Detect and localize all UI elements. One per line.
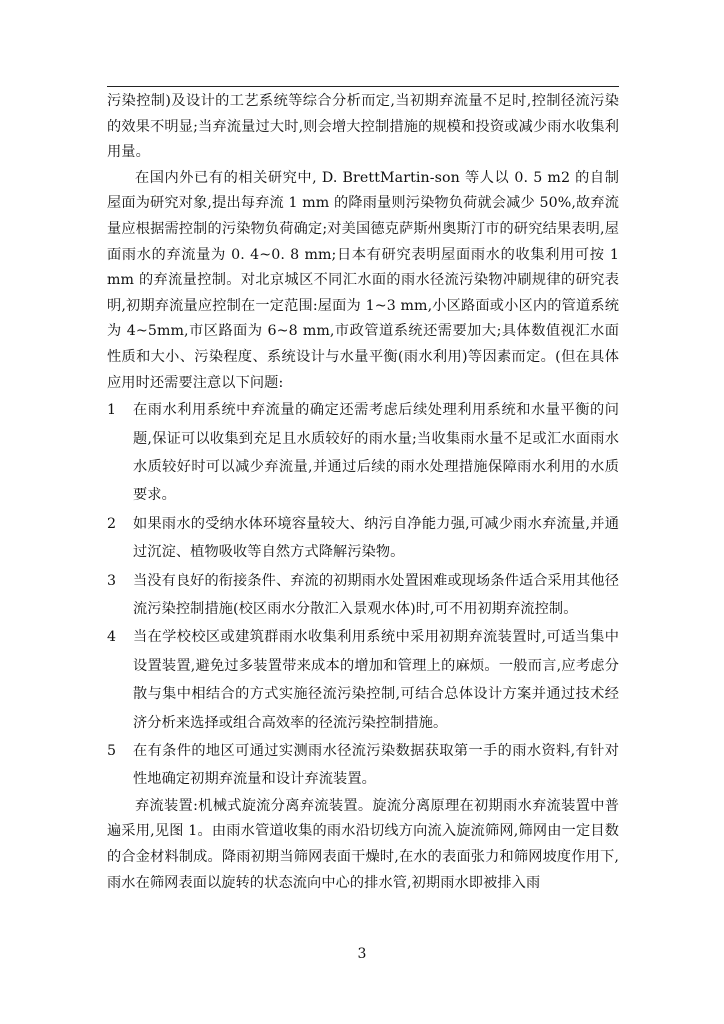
issue-list: [107, 396, 619, 794]
list-item: [107, 510, 619, 567]
list-text: 在有条件的地区可通过实测雨水径流污染数据获取第一手的雨水资料,有针对性地确定初期弃流量和设计弃流装置。: [133, 743, 619, 788]
paragraph-device: 弃流装置:机械式旋流分离弃流装置。旋流分离原理在初期雨水弃流装置中普遍采用,见图 1。由雨水管道收集的雨水沿切线方向流入旋流筛网,筛网由一定目数的合金材料制成。降雨初期当筛网表面干燥时,在水的表面张力和筛网坡度作用下,雨水在筛网表面以旋转的状态流向中心的排水管,初期雨水即被排入雨: [107, 797, 619, 891]
list-number: 5: [107, 743, 117, 759]
list-item: [107, 737, 619, 794]
list-text: 当没有良好的衔接条件、弃流的初期雨水处置困难或现场条件适合采用其他径流污染控制措施(校区雨水分散汇入景观水体)时,可不用初期弃流控制。: [133, 572, 619, 617]
list-text: 当在学校校区或建筑群雨水收集利用系统中采用初期弃流装置时,可适当集中设置装置,避免过多装置带来成本的增加和管理上的麻烦。一般而言,应考虑分散与集中相结合的方式实施径流污染控制,可结合总体设计方案并通过技术经济分析来选择或组合高效率的径流污染控制措施。: [133, 629, 619, 731]
list-item: [107, 623, 619, 737]
body-text: [107, 89, 619, 896]
list-text: 在雨水利用系统中弃流量的确定还需考虑后续处理利用系统和水量平衡的问题,保证可以收集到充足且水质较好的雨水量;当收集雨水量不足或汇水面雨水水质较好时可以减少弃流量,并通过后续的雨水处理措施保障雨水利用的水质要求。: [133, 402, 619, 504]
paragraph-continued: 污染控制)及设计的工艺系统等综合分析而定,当初期弃流量不足时,控制径流污染的效果不明显;当弃流量过大时,则会增大控制措施的规模和投资或减少雨水收集利用量。: [107, 93, 619, 161]
list-number: 2: [107, 515, 117, 532]
list-item: [107, 567, 619, 624]
header-rule: [107, 86, 619, 87]
list-number: 4: [107, 629, 117, 646]
list-number: 1: [107, 402, 117, 419]
page-number: 3: [357, 946, 367, 962]
paragraph-research: 在国内外已有的相关研究中, D. BrettMartin-son 等人以 0. 5 m2 的自制屋面为研究对象,提出每弃流 1 mm 的降雨量则污染物负荷就会减少 50%,故弃流量应根据需控制的污染物负荷确定;对美国德克萨斯州奥斯汀市的研究结果表明,屋面雨水的弃流量为 0. 4~0. 8 mm;日本有研究表明屋面雨水的收集利用可按 1 mm 的弃流量控制。对北京城区不同汇水面的雨水径流污染物冲刷规律的研究表明,初期弃流量应控制在一定范围:屋面为 1~3 mm,小区路面或小区内的管道系统为 4~5mm,市区路面为 6~8 mm,市政管道系统还需要加大;具体数值视汇水面性质和大小、污染程度、系统设计与水量平衡(雨水利用)等因素而定。(但在具体应用时还需要注意以下问题:: [107, 169, 619, 391]
list-text: 如果雨水的受纳水体环境容量较大、纳污自净能力强,可减少雨水弃流量,并通过沉淀、植物吸收等自然方式降解污染物。: [133, 515, 619, 561]
list-number: 3: [107, 572, 117, 589]
list-item: [107, 396, 619, 510]
